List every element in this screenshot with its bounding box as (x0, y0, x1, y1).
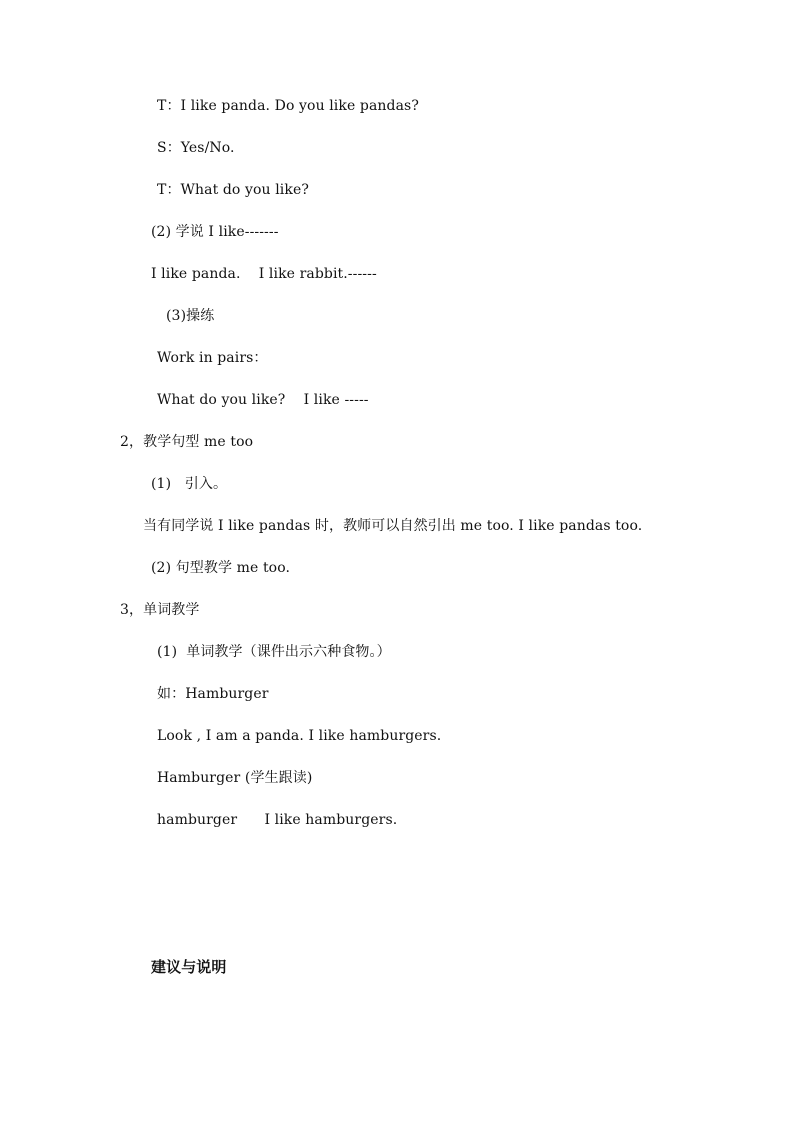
step-introduce: (1) 引入。 (151, 476, 228, 492)
dialogue-line-teacher-2: T：What do you like? (157, 182, 309, 198)
pair-work-label: Work in pairs： (157, 350, 268, 366)
example-repeat-line: Hamburger (学生跟读) (157, 770, 313, 786)
footer-heading-suggestions: 建议与说明 (151, 958, 227, 976)
example-hamburger: 如：Hamburger (157, 686, 269, 702)
example-sentence-line: I like panda. I like rabbit.------ (151, 266, 377, 282)
step-sentence-teaching: (2) 句型教学 me too. (151, 560, 291, 576)
step-heading-practice: (3)操练 (166, 308, 215, 324)
instruction-paragraph: 当有同学说 I like pandas 时，教师可以自然引出 me too. I like pandas too. (143, 518, 643, 534)
example-word-sentence: hamburger I like hamburgers. (157, 812, 398, 828)
pair-work-dialogue: What do you like? I like ----- (157, 392, 369, 408)
dialogue-line-student: S：Yes/No. (157, 140, 235, 156)
step-heading-learn-i-like: (2) 学说 I like------- (151, 224, 279, 240)
step-vocabulary-teaching: (1) 单词教学（课件出示六种食物。） (157, 644, 391, 660)
section-heading-vocabulary: 3，单词教学 (120, 602, 200, 618)
example-look-sentence: Look , I am a panda. I like hamburgers. (157, 728, 442, 744)
section-heading-me-too: 2，教学句型 me too (120, 434, 254, 450)
dialogue-line-teacher-1: T：I like panda. Do you like pandas? (157, 98, 419, 114)
